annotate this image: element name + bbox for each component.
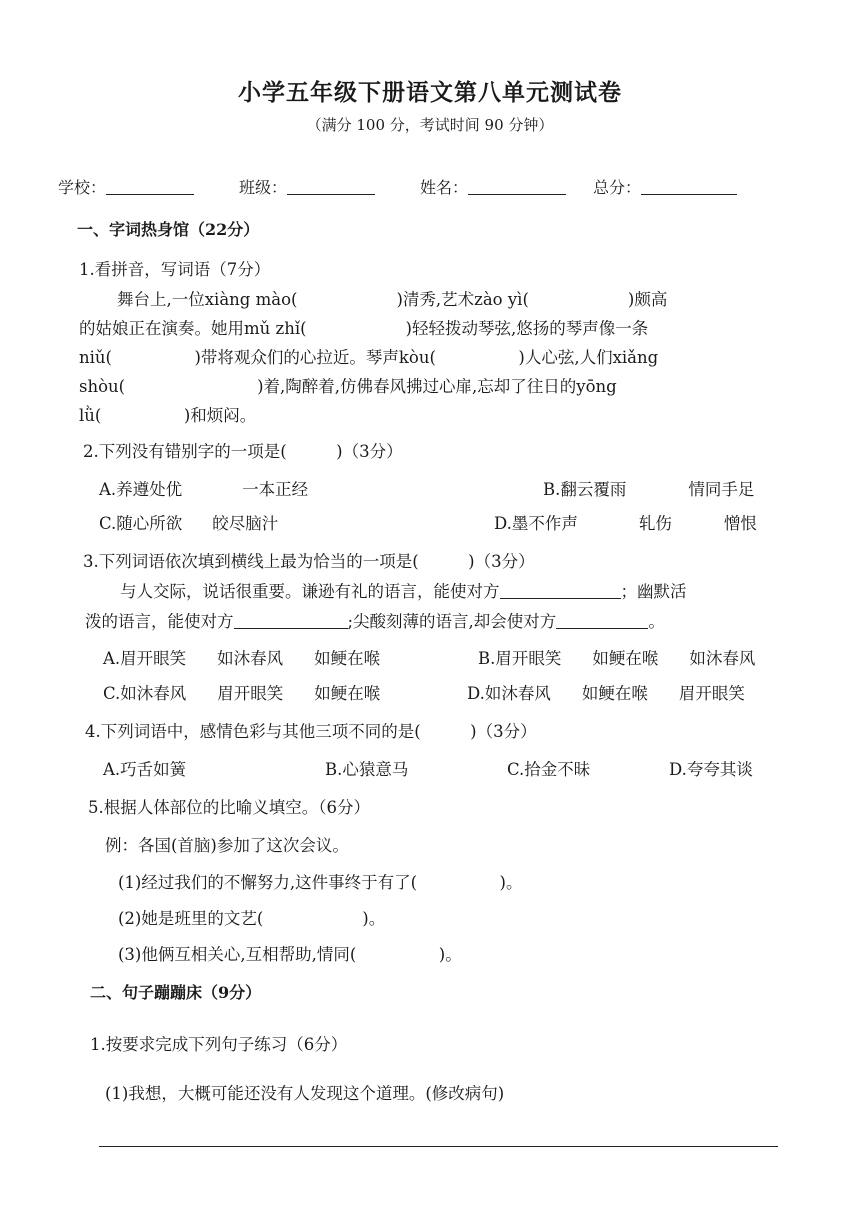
q3-option-d-word1: D.如沐春风 <box>467 684 551 703</box>
q2-option-c[interactable] <box>99 510 278 534</box>
q3-option-b-word2: 如鲠在喉 <box>592 649 659 668</box>
q2-stem: 2.下列没有错别字的一项是( )（3分） <box>83 442 403 461</box>
q2-option-b[interactable] <box>543 476 754 500</box>
q3-line2-text-b: ;尖酸刻薄的语言,却会使对方 <box>347 612 557 631</box>
q1-line4: shòu( )着,陶醉着,仿佛春风拂过心扉,忘却了往日的yōng <box>79 377 617 396</box>
name-label: 姓名： <box>420 178 469 197</box>
total-label: 总分： <box>593 178 642 197</box>
school-field <box>58 175 194 198</box>
q3-blank-3[interactable] <box>556 612 648 629</box>
name-field <box>420 175 566 198</box>
q4-option-d[interactable]: D.夸夸其谈 <box>669 760 753 779</box>
section2-title: 二、句子蹦蹦床（9分） <box>90 983 262 1002</box>
q1-line2: 的姑娘正在演奏。她用mǔ zhǐ( )轻轻拨动琴弦,悠扬的琴声像一条 <box>79 319 649 338</box>
page-subtitle: （满分 100 分，考试时间 90 分钟） <box>306 116 554 134</box>
school-label: 学校： <box>58 178 107 197</box>
q3-blank-2[interactable] <box>234 612 348 629</box>
q3-option-b-word3: 如沐春风 <box>689 649 756 668</box>
page-title: 小学五年级下册语文第八单元测试卷 <box>238 79 622 106</box>
name-blank[interactable] <box>468 178 566 195</box>
q3-stem: 3.下列词语依次填到横线上最为恰当的一项是( )（3分） <box>83 552 535 571</box>
q1-line3: niǔ( )带将观众们的心拉近。琴声kòu( )人心弦,人们xiǎng <box>79 348 659 367</box>
q3-blank-1[interactable] <box>500 582 621 599</box>
q2-option-a-word1: A.养遵处优 <box>99 480 183 499</box>
q3-option-a-word2: 如沐春风 <box>217 649 284 668</box>
q1-line1: 舞台上,一位xiàng mào( )清秀,艺术zào yì( )颇高 <box>117 290 668 309</box>
q3-line2 <box>85 608 665 632</box>
q1-stem: 1.看拼音，写词语（7分） <box>79 260 271 279</box>
q1-line5: lǜ( )和烦闷。 <box>79 406 257 425</box>
q3-line2-text-c: 。 <box>648 612 665 631</box>
class-label: 班级： <box>239 178 288 197</box>
q3-line1-text-a: 与人交际，说话很重要。谦逊有礼的语言，能使对方 <box>120 582 500 601</box>
q2-option-a-word2: 一本正经 <box>242 480 309 499</box>
total-field <box>593 175 737 198</box>
q5-item-1: (1)经过我们的不懈努力,这件事终于有了( )。 <box>118 873 523 892</box>
q3-option-b-word1: B.眉开眼笑 <box>478 649 562 668</box>
s2-q1-item-1: (1)我想，大概可能还没有人发现这个道理。(修改病句) <box>105 1084 505 1103</box>
q4-option-b[interactable]: B.心猿意马 <box>325 760 409 779</box>
q2-option-b-word1: B.翻云覆雨 <box>543 480 627 499</box>
answer-line[interactable] <box>99 1146 778 1147</box>
q3-option-c-word1: C.如沐春风 <box>103 684 187 703</box>
q3-option-a-word3: 如鲠在喉 <box>314 649 381 668</box>
q2-option-d[interactable] <box>494 510 757 534</box>
q2-option-d-word3: 憎恨 <box>723 514 757 533</box>
q3-option-d-word3: 眉开眼笑 <box>678 684 745 703</box>
q4-stem: 4.下列词语中，感情色彩与其他三项不同的是( )（3分） <box>85 722 537 741</box>
q5-example: 例：各国(首脑)参加了这次会议。 <box>105 836 349 855</box>
q3-option-c-word2: 眉开眼笑 <box>217 684 284 703</box>
q2-option-b-word2: 情同手足 <box>688 480 755 499</box>
q4-option-c[interactable]: C.拾金不昧 <box>507 760 591 779</box>
q2-option-d-word2: 轧伤 <box>638 514 672 533</box>
q3-option-c-word3: 如鲠在喉 <box>314 684 381 703</box>
q2-option-a[interactable] <box>99 476 308 500</box>
s2-q1-stem: 1.按要求完成下列句子练习（6分） <box>90 1035 348 1054</box>
q5-stem: 5.根据人体部位的比喻义填空。（6分） <box>88 798 370 817</box>
section1-title: 一、字词热身馆（22分） <box>77 220 260 239</box>
q2-option-c-word2: 皎尽脑汁 <box>212 514 279 533</box>
q3-option-c[interactable] <box>103 680 380 704</box>
q5-item-3: (3)他俩互相关心,互相帮助,情同( )。 <box>118 945 462 964</box>
q2-option-c-word1: C.随心所欲 <box>99 514 183 533</box>
total-blank[interactable] <box>641 178 737 195</box>
q3-line1 <box>120 578 687 602</box>
q3-option-d-word2: 如鲠在喉 <box>581 684 648 703</box>
q4-option-a[interactable]: A.巧舌如簧 <box>103 760 187 779</box>
q3-option-b[interactable] <box>478 645 755 669</box>
class-blank[interactable] <box>287 178 375 195</box>
q3-option-a[interactable] <box>103 645 380 669</box>
q3-line2-text-a: 泼的语言，能使对方 <box>85 612 234 631</box>
q3-line1-text-b: ；幽默活 <box>620 582 687 601</box>
q3-option-d[interactable] <box>467 680 745 704</box>
q5-item-2: (2)她是班里的文艺( )。 <box>118 909 386 928</box>
class-field <box>239 175 375 198</box>
school-blank[interactable] <box>106 178 194 195</box>
q2-option-d-word1: D.墨不作声 <box>494 514 578 533</box>
q3-option-a-word1: A.眉开眼笑 <box>103 649 187 668</box>
